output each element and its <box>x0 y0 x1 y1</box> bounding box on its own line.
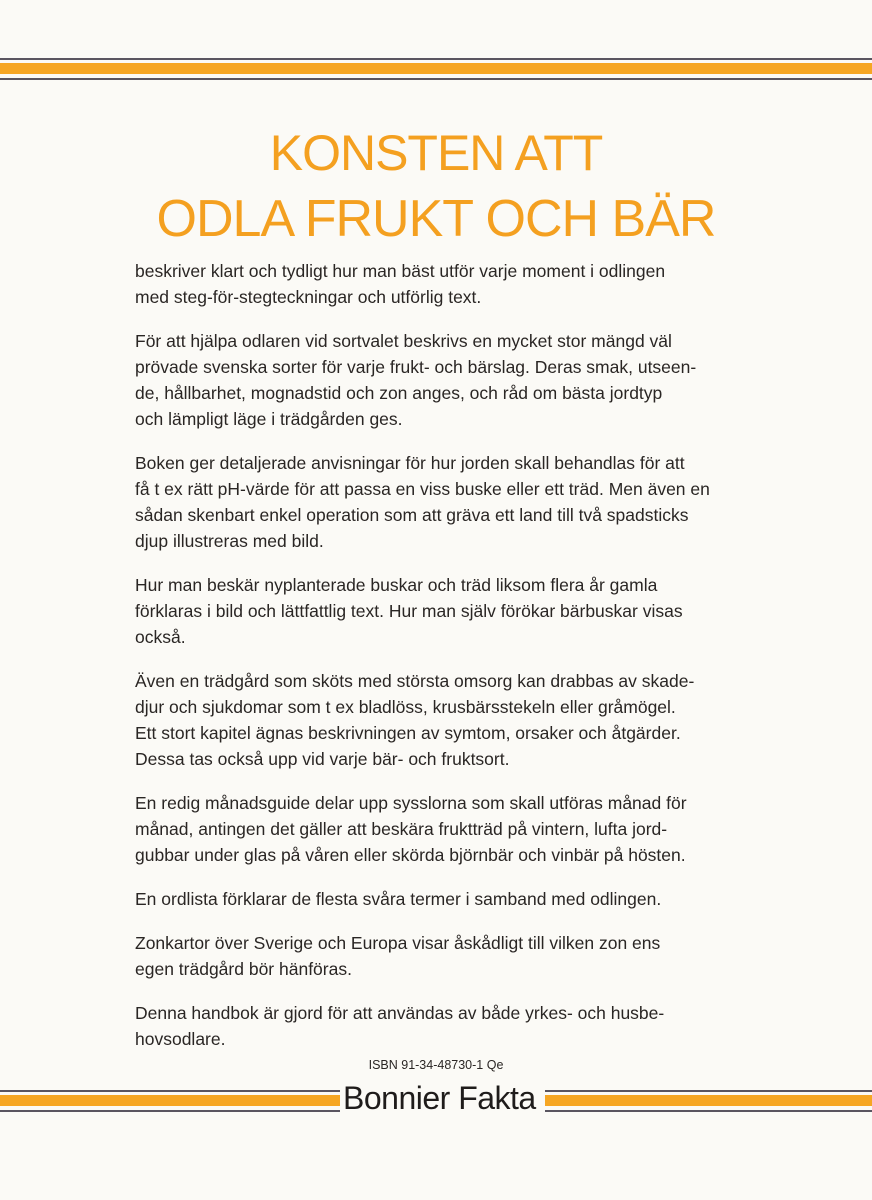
paragraph <box>135 790 795 868</box>
text-line: få t ex rätt pH-värde för att passa en viss buske eller ett träd. Men även en <box>135 479 710 499</box>
text-line: En ordlista förklarar de flesta svåra termer i samband med odlingen. <box>135 889 662 909</box>
text-line: sådan skenbart enkel operation som att gräva ett land till två spadsticks <box>135 505 689 525</box>
paragraph <box>135 930 795 982</box>
paragraph <box>135 328 795 432</box>
bottom-stripe-left <box>0 1090 340 1112</box>
isbn: ISBN 91-34-48730-1 Qe <box>368 1058 504 1072</box>
text-line: med steg-för-stegteckningar och utförlig text. <box>135 287 482 307</box>
text-line: djur och sjukdomar som t ex bladlöss, krusbärsstekeln eller gråmögel. <box>135 697 676 717</box>
paragraph <box>135 1000 795 1052</box>
paragraph <box>135 886 795 912</box>
text-line: förklaras i bild och lättfattlig text. Hur man själv förökar bärbuskar visas <box>135 601 683 621</box>
body-text <box>135 258 795 1070</box>
text-line: prövade svenska sorter för varje frukt- och bärslag. Deras smak, utseen- <box>135 357 697 377</box>
text-line: de, hållbarhet, mognadstid och zon anges, och råd om bästa jordtyp <box>135 383 663 403</box>
text-line: också. <box>135 627 186 647</box>
text-line: Boken ger detaljerade anvisningar för hur jorden skall behandlas för att <box>135 453 685 473</box>
paragraph <box>135 668 795 772</box>
paragraph <box>135 258 795 310</box>
publisher-logo: Bonnier Fakta <box>343 1080 536 1116</box>
top-decorative-stripe <box>0 58 872 80</box>
paragraph <box>135 572 795 650</box>
text-line: Zonkartor över Sverige och Europa visar åskådligt till vilken zon ens <box>135 933 661 953</box>
text-line: Dessa tas också upp vid varje bär- och fruktsort. <box>135 749 510 769</box>
text-line: månad, antingen det gäller att beskära fruktträd på vintern, lufta jord- <box>135 819 668 839</box>
text-line: Denna handbok är gjord för att användas av både yrkes- och husbe- <box>135 1003 665 1023</box>
text-line: Hur man beskär nyplanterade buskar och träd liksom flera år gamla <box>135 575 658 595</box>
bottom-stripe-right <box>545 1090 872 1112</box>
text-line: beskriver klart och tydligt hur man bäst utför varje moment i odlingen <box>135 261 666 281</box>
text-line: egen trädgård bör hänföras. <box>135 959 352 979</box>
title-line-2: ODLA FRUKT OCH BÄR <box>156 190 716 248</box>
text-line: gubbar under glas på våren eller skörda björnbär och vinbär på hösten. <box>135 845 686 865</box>
text-line: och lämpligt läge i trädgården ges. <box>135 409 403 429</box>
text-line: Ett stort kapitel ägnas beskrivningen av symtom, orsaker och åtgärder. <box>135 723 681 743</box>
text-line: hovsodlare. <box>135 1029 226 1049</box>
text-line: djup illustreras med bild. <box>135 531 324 551</box>
text-line: För att hjälpa odlaren vid sortvalet beskrivs en mycket stor mängd väl <box>135 331 672 351</box>
paragraph <box>135 450 795 554</box>
text-line: En redig månadsguide delar upp sysslorna som skall utföras månad för <box>135 793 687 813</box>
text-line: Även en trädgård som sköts med största omsorg kan drabbas av skade- <box>135 671 695 691</box>
title-line-1: KONSTEN ATT <box>269 125 603 181</box>
